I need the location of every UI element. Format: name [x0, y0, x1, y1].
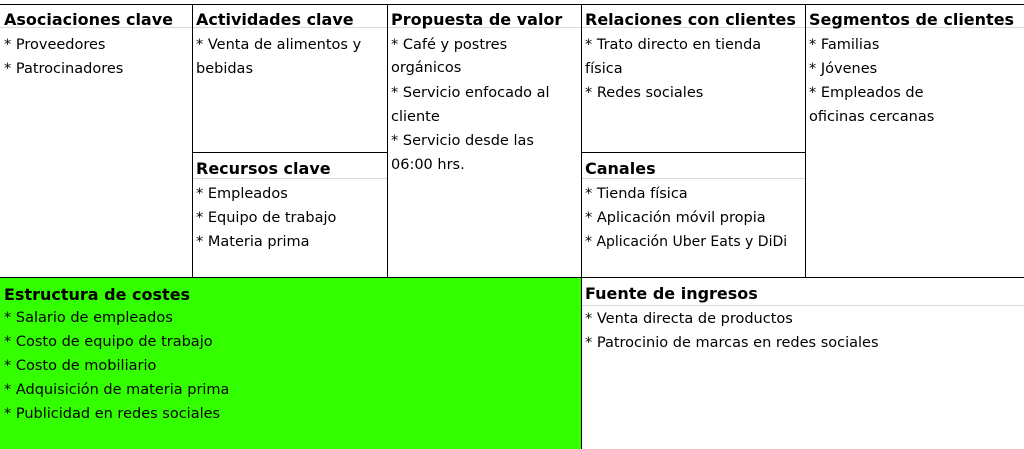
list-item: * Aplicación móvil propia — [585, 210, 766, 226]
key-partners-block — [0, 4, 192, 277]
list-item: * Servicio desde las — [391, 133, 534, 149]
list-item: * Café y postres — [391, 37, 508, 53]
list-item: * Empleados de — [809, 85, 924, 101]
customer-relationships-title: Relaciones con clientes — [581, 4, 805, 28]
list-item: * Empleados — [196, 186, 288, 202]
list-item: * Publicidad en redes sociales — [4, 406, 221, 422]
customer-relationships-block — [581, 4, 805, 152]
list-item-continued: física — [585, 61, 623, 77]
list-item: * Patrocinadores — [4, 61, 124, 77]
grid-line — [0, 4, 1024, 5]
list-item: * Salario de empleados — [4, 310, 173, 326]
grid-line — [387, 4, 388, 277]
list-item-continued: 06:00 hrs. — [391, 157, 465, 173]
list-item: * Adquisición de materia prima — [4, 382, 230, 398]
list-item: * Familias — [809, 37, 880, 53]
customer-segments-title: Segmentos de clientes — [805, 4, 1024, 28]
revenue-streams-block — [581, 277, 1024, 449]
list-item: * Venta de alimentos y — [196, 37, 362, 53]
list-item: * Jóvenes — [809, 61, 878, 77]
cost-structure-block — [0, 277, 581, 449]
channels-block — [581, 152, 805, 277]
list-item: bebidas — [196, 61, 254, 77]
list-item-continued: cliente — [391, 109, 440, 125]
key-activities-title: Actividades clave — [192, 4, 387, 28]
list-item: * Proveedores — [4, 37, 106, 53]
key-partners-title: Asociaciones clave — [0, 4, 192, 28]
list-item: * Patrocinio de marcas en redes sociales — [585, 335, 879, 351]
grid-line — [192, 152, 387, 153]
customer-segments-block — [805, 4, 1024, 277]
channels-title: Canales — [581, 152, 805, 179]
grid-line — [192, 4, 193, 277]
list-item: * Materia prima — [196, 234, 310, 250]
cost-structure-title: Estructura de costes — [4, 285, 191, 304]
list-item: * Costo de equipo de trabajo — [4, 334, 213, 350]
grid-line — [581, 152, 805, 153]
cost-structure-list — [0, 304, 581, 426]
grid-line — [0, 277, 1024, 278]
list-item: * Servicio enfocado al — [391, 85, 550, 101]
key-resources-title: Recursos clave — [192, 152, 387, 179]
list-item: * Trato directo en tienda — [585, 37, 762, 53]
list-item-continued: orgánicos — [391, 60, 462, 76]
list-item: * Costo de mobiliario — [4, 358, 157, 374]
list-item: * Tienda física — [585, 186, 688, 202]
key-activities-block — [192, 4, 387, 152]
list-item: * Equipo de trabajo — [196, 210, 337, 226]
list-item-continued: oficinas cercanas — [809, 109, 935, 125]
value-proposition-block — [387, 4, 581, 277]
value-proposition-title: Propuesta de valor — [387, 4, 581, 28]
key-resources-block — [192, 152, 387, 277]
list-item: * Aplicación Uber Eats y DiDi — [585, 234, 788, 250]
list-item: * Venta directa de productos — [585, 311, 793, 327]
grid-line — [805, 4, 806, 277]
revenue-streams-title: Fuente de ingresos — [581, 277, 1024, 306]
list-item: * Redes sociales — [585, 85, 704, 101]
grid-line — [581, 4, 582, 449]
